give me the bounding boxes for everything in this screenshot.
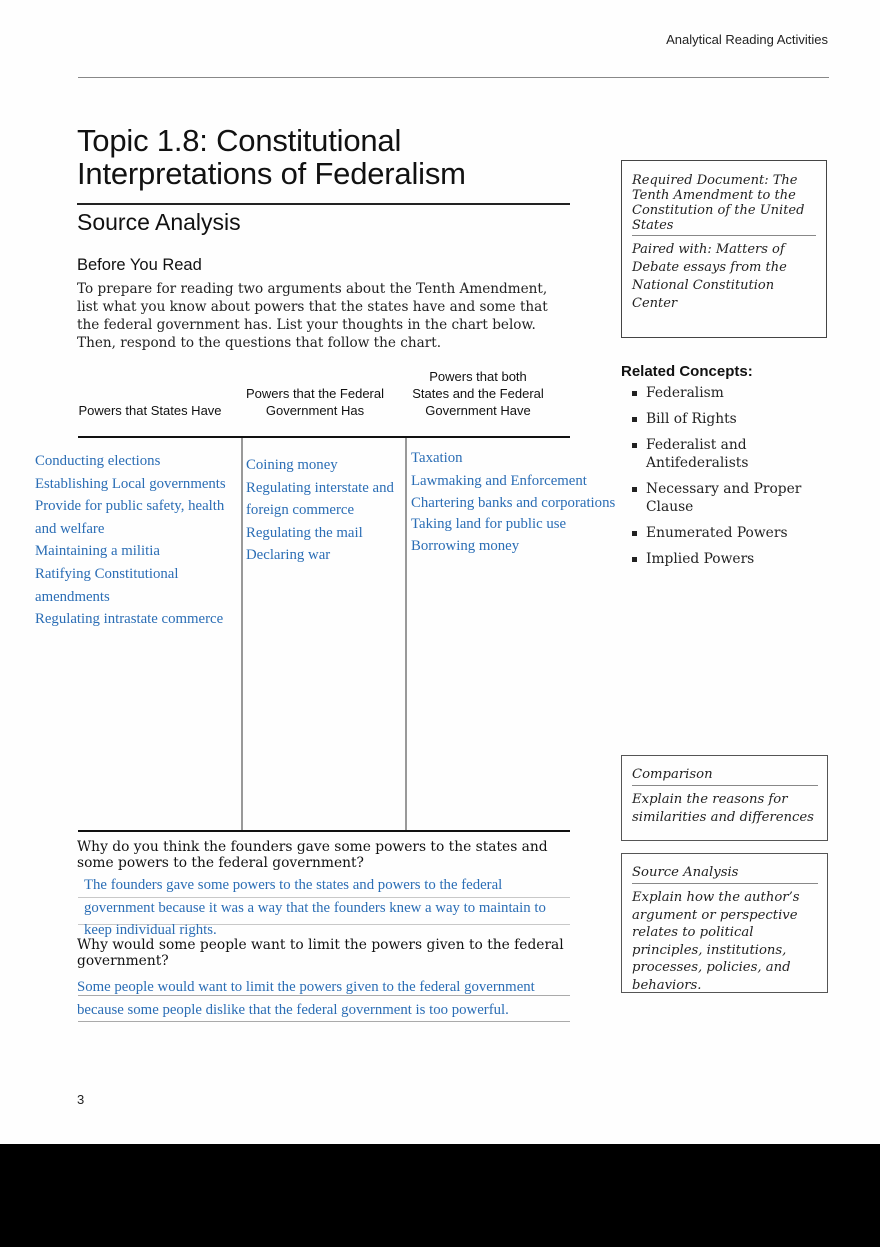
related-concept-item: Implied Powers [621,550,831,568]
related-concept-item: Enumerated Powers [621,524,831,542]
chart-entry: Chartering banks and corporations [411,495,616,512]
shared-powers-cell[interactable] [411,447,626,558]
title-divider [77,203,570,205]
answer-1-line[interactable]: government because it was a way that the founders knew a way to maintain to [84,900,546,916]
chart-entry: Regulating intrastate commerce [35,611,224,628]
column-divider [241,438,243,830]
chart-entry: Regulating the mail [246,524,363,541]
chart-entry: Maintaining a militia [35,543,160,560]
source-analysis-box [621,853,828,993]
chart-entry: Declaring war [246,547,331,564]
answer-2-line[interactable]: Some people would want to limit the powers given to the federal government [77,979,535,995]
comparison-title: Comparison [632,766,818,786]
square-bullet-icon [632,391,637,396]
answer-rule [78,897,570,898]
square-bullet-icon [632,443,637,448]
answer-2-line[interactable]: because some people dislike that the federal government is too powerful. [77,1002,509,1018]
section-title: Source Analysis [77,209,241,235]
comparison-box [621,755,828,841]
related-concepts [621,363,831,576]
column-header-federal: Powers that the Federal Government Has [245,386,385,418]
required-document-text: Required Document: The Tenth Amendment to the Constitution of the United States [632,173,816,236]
chart-entry: Taxation [411,450,463,466]
comparison-body: Explain the reasons for similarities and differences [632,792,814,825]
chart-entry: Borrowing money [411,538,520,555]
chart-entry: Taking land for public use [411,515,567,532]
source-analysis-body: Explain how the author’s argument or perspective relates to political principles, institutions, processes, policies, and behaviors. [632,890,800,993]
chart-entry: Establishing Local governments [35,475,226,492]
running-header: Analytical Reading Activities [666,32,828,47]
chart-entry: Provide for public safety, health and welfare [35,498,225,537]
federal-powers-cell[interactable] [246,454,404,567]
chart-entry: Ratifying Constitutional amendments [35,565,179,605]
page-title-line-2: Interpretations of Federalism [77,156,466,191]
column-header-both: Powers that both States and the Federal Government Have [412,369,544,418]
chart-entry: Regulating interstate and foreign commerce [246,479,394,519]
square-bullet-icon [632,487,637,492]
page-title [77,124,466,190]
answer-1-line[interactable]: keep individual rights. [84,922,217,938]
related-concepts-list [621,384,831,568]
source-analysis-title: Source Analysis [632,864,818,884]
page-number: 3 [77,1092,85,1107]
question-2-prompt: Why would some people want to limit the powers given to the federal government? [77,937,564,969]
related-concept-item: Necessary and Proper Clause [621,480,831,516]
instructions-text: To prepare for reading two arguments about the Tenth Amendment, list what you know about powers that the states have and some that the federal government has. List your thoughts in the chart below. Then, respond to the questions that follow the chart. [77,281,548,351]
related-concept-item: Federalism [621,384,831,402]
required-document-box [621,160,827,338]
paired-with-text: Paired with: Matters of Debate essays from the National Constitution Center [632,242,787,311]
related-concept-item: Federalist and Antifederalists [621,436,831,472]
related-concepts-heading: Related Concepts: [621,363,753,380]
question-1-prompt: Why do you think the founders gave some powers to the states and some powers to the federal government? [77,839,548,871]
related-concept-item: Bill of Rights [621,410,831,428]
before-you-read-heading: Before You Read [77,256,202,274]
chart-entry: Lawmaking and Enforcement [411,472,587,489]
chart-entry: Coining money [246,457,338,473]
chart-bottom-rule [78,830,570,832]
column-divider [405,438,407,830]
chart-entry: Conducting elections [35,453,161,469]
column-header-states: Powers that States Have [78,403,222,418]
square-bullet-icon [632,417,637,422]
states-powers-cell[interactable] [35,450,241,631]
square-bullet-icon [632,531,637,536]
answer-rule [78,995,570,996]
answer-1-line[interactable]: The founders gave some powers to the states and powers to the federal [84,877,503,893]
header-divider [78,77,829,78]
page-title-line-1: Topic 1.8: Constitutional [77,123,402,158]
answer-rule [78,1021,570,1022]
square-bullet-icon [632,557,637,562]
chart-header-rule [78,436,570,438]
